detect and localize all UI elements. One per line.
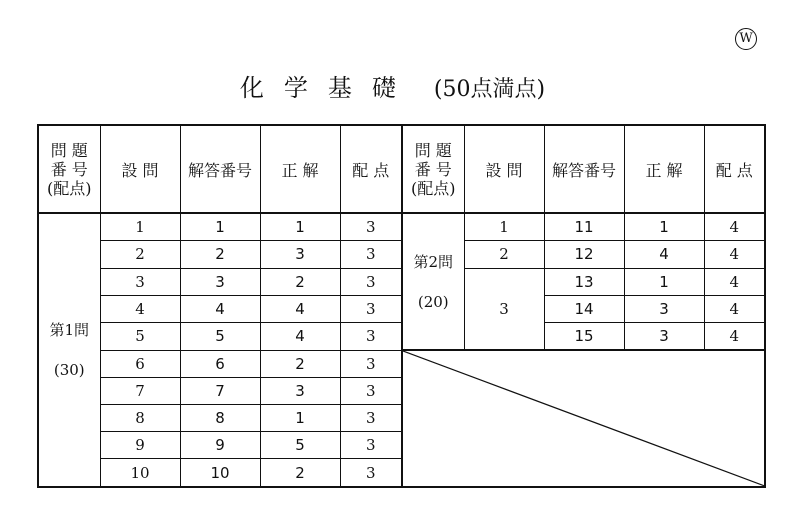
g1-pts: 3: [340, 350, 402, 377]
g2-ans: 13: [544, 268, 624, 295]
g1-sub: 3: [100, 268, 180, 295]
table-row: [38, 241, 765, 268]
header-q-number: 問 題 番 号 (配点): [38, 125, 100, 213]
g1-sub: 1: [100, 213, 180, 241]
header-sub-question: 設 問: [100, 125, 180, 213]
g2-pts: 4: [704, 213, 765, 241]
g1-sub: 10: [100, 459, 180, 487]
g1-correct: 2: [260, 350, 340, 377]
g1-pts: 3: [340, 322, 402, 350]
g1-pts: 3: [340, 405, 402, 432]
g1-sub: 9: [100, 432, 180, 459]
title-main: 化学基礎: [239, 74, 416, 102]
g1-correct: 3: [260, 241, 340, 268]
page-title: [0, 68, 785, 103]
circled-w-mark: W: [735, 28, 757, 50]
g1-ans: 7: [180, 377, 260, 404]
header-points-2: 配 点: [704, 125, 765, 213]
header-correct-2: 正 解: [624, 125, 704, 213]
g2-pts: 4: [704, 322, 765, 350]
g2-correct: 1: [624, 213, 704, 241]
g1-ans: 1: [180, 213, 260, 241]
g1-correct: 5: [260, 432, 340, 459]
g1-ans: 6: [180, 350, 260, 377]
g1-correct: 4: [260, 322, 340, 350]
g1-pts: 3: [340, 377, 402, 404]
g1-sub: 4: [100, 295, 180, 322]
table-row: [38, 268, 765, 295]
g1-pts: 3: [340, 295, 402, 322]
header-sub-question-2: 設 問: [464, 125, 544, 213]
g2-correct: 4: [624, 241, 704, 268]
blank-diagonal-cell: [402, 350, 765, 487]
table-row: [38, 350, 765, 377]
g2-pts: 4: [704, 241, 765, 268]
diagonal-line: [403, 351, 764, 486]
g2-correct: 1: [624, 268, 704, 295]
g2-pts: 4: [704, 295, 765, 322]
g1-ans: 9: [180, 432, 260, 459]
g1-sub: 5: [100, 322, 180, 350]
header-row: [38, 125, 765, 213]
g1-correct: 2: [260, 268, 340, 295]
header-answer-number-2: 解答番号: [544, 125, 624, 213]
g1-correct: 2: [260, 459, 340, 487]
g1-pts: 3: [340, 213, 402, 241]
table-row: [38, 213, 765, 241]
g1-ans: 2: [180, 241, 260, 268]
g1-correct: 1: [260, 213, 340, 241]
g2-ans: 12: [544, 241, 624, 268]
g1-correct: 3: [260, 377, 340, 404]
group1-label-cell: 第1問 (30): [38, 213, 100, 487]
g2-sub: 1: [464, 213, 544, 241]
g1-sub: 7: [100, 377, 180, 404]
g2-correct: 3: [624, 295, 704, 322]
header-answer-number: 解答番号: [180, 125, 260, 213]
g1-ans: 4: [180, 295, 260, 322]
g2-ans: 15: [544, 322, 624, 350]
title-sub: (50点満点): [433, 77, 546, 102]
header-correct: 正 解: [260, 125, 340, 213]
g1-ans: 3: [180, 268, 260, 295]
g2-sub: 3: [464, 268, 544, 350]
g1-ans: 10: [180, 459, 260, 487]
g1-sub: 6: [100, 350, 180, 377]
g1-pts: 3: [340, 432, 402, 459]
header-points: 配 点: [340, 125, 402, 213]
g2-pts: 4: [704, 268, 765, 295]
g1-pts: 3: [340, 241, 402, 268]
g1-pts: 3: [340, 459, 402, 487]
g2-sub: 2: [464, 241, 544, 268]
g1-ans: 8: [180, 405, 260, 432]
g1-pts: 3: [340, 268, 402, 295]
answer-table: [37, 124, 766, 488]
g1-ans: 5: [180, 322, 260, 350]
g1-correct: 4: [260, 295, 340, 322]
g1-sub: 8: [100, 405, 180, 432]
table-row: [38, 295, 765, 322]
g2-ans: 14: [544, 295, 624, 322]
g2-ans: 11: [544, 213, 624, 241]
g1-sub: 2: [100, 241, 180, 268]
group2-label-cell: 第2問 (20): [402, 213, 464, 350]
g1-correct: 1: [260, 405, 340, 432]
g2-correct: 3: [624, 322, 704, 350]
table-row: [38, 322, 765, 350]
header-q-number-2: 問 題 番 号 (配点): [402, 125, 464, 213]
